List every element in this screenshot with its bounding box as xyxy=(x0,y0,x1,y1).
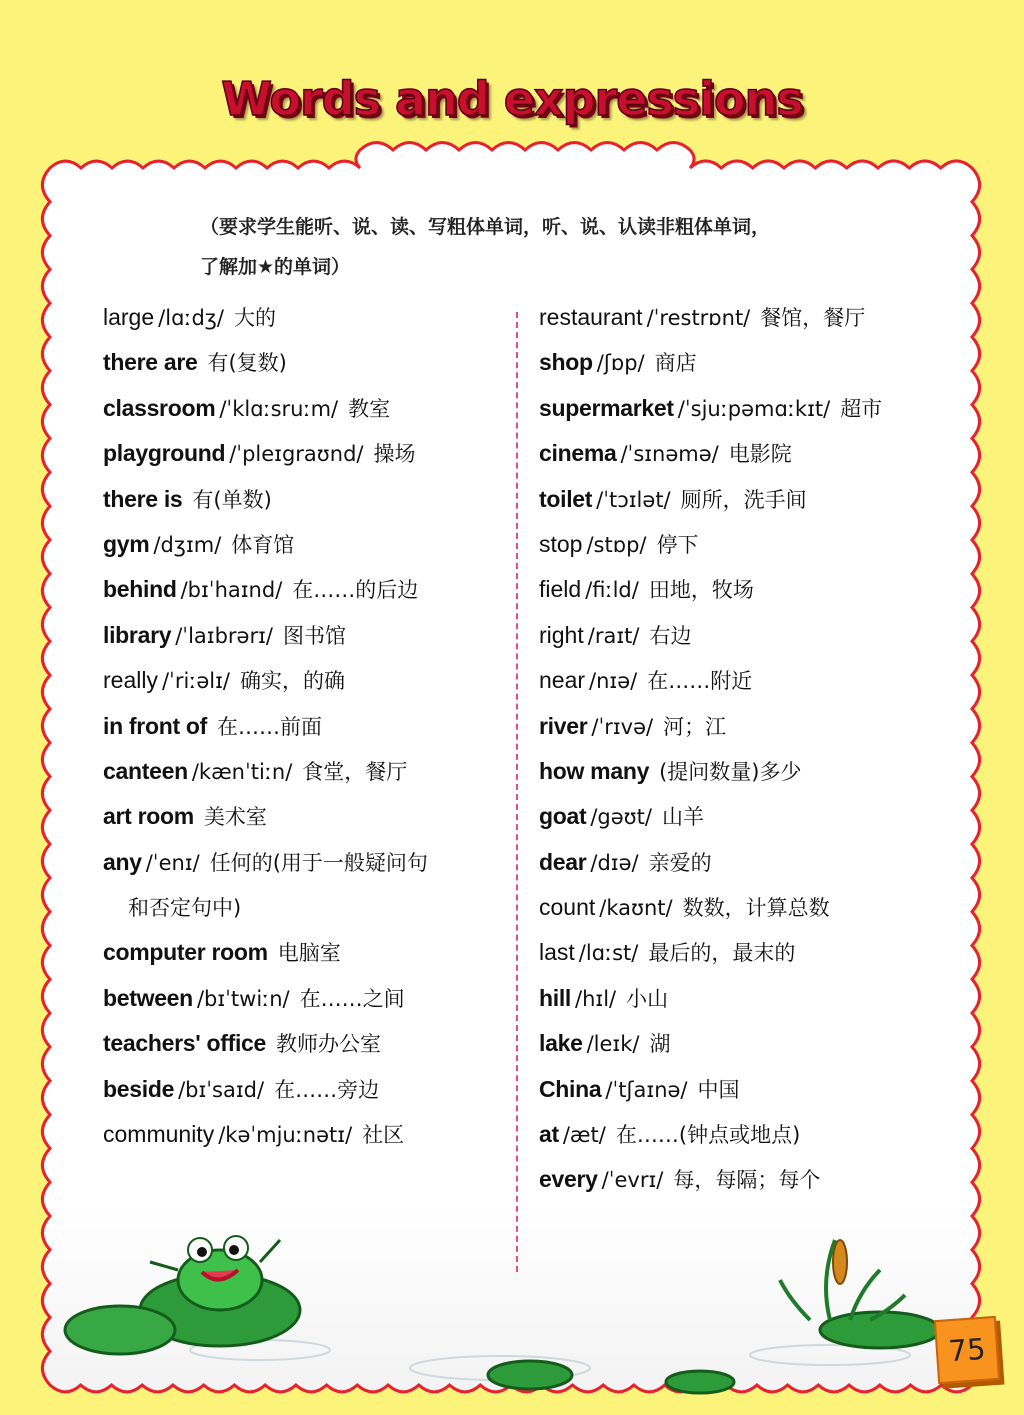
vocab-phonetic: /gəʊt/ xyxy=(590,805,652,830)
vocab-meaning: 停下 xyxy=(656,532,699,557)
vocab-word-bold: goat xyxy=(539,803,587,830)
vocab-word-bold: supermarket xyxy=(539,394,674,421)
vocab-word-bold: lake xyxy=(539,1030,583,1057)
vocab-meaning: 商店 xyxy=(654,351,697,376)
vocab-meaning: 最后的，最末的 xyxy=(648,941,796,966)
vocab-word-bold: toilet xyxy=(539,485,593,512)
vocab-meaning: 田地，牧场 xyxy=(648,578,754,603)
vocab-word-bold: cinema xyxy=(539,440,617,467)
vocab-phonetic: /ˈriːəlɪ/ xyxy=(161,669,230,694)
vocab-meaning: 教室 xyxy=(348,396,391,421)
vocab-phonetic: /nɪə/ xyxy=(589,669,638,694)
vocab-word-bold: computer room xyxy=(103,939,268,966)
vocab-phonetic: /ˈenɪ/ xyxy=(145,850,200,875)
vocab-meaning: (提问数量)多少 xyxy=(659,759,802,784)
vocab-meaning: 大的 xyxy=(234,306,277,330)
vocab-meaning: 厕所，洗手间 xyxy=(680,487,807,512)
vocab-phonetic: /bɪˈhaɪnd/ xyxy=(180,578,283,603)
vocab-meaning: 任何的(用于一般疑问句 xyxy=(209,850,428,875)
vocab-word-bold: beside xyxy=(103,1075,175,1102)
vocab-meaning: 小山 xyxy=(626,986,669,1011)
vocab-meaning: 中国 xyxy=(697,1077,740,1102)
vocab-word-bold: every xyxy=(539,1166,598,1193)
vocab-meaning: 体育馆 xyxy=(231,532,295,557)
vocab-word-bold: canteen xyxy=(103,757,188,784)
vocab-phonetic: /leɪk/ xyxy=(586,1032,640,1057)
vocab-phonetic: /ˈsjuːpəmɑːkɪt/ xyxy=(677,396,831,421)
vocab-phonetic: /ʃɒp/ xyxy=(596,351,645,376)
vocab-word-bold: there are xyxy=(103,349,198,376)
vocab-meaning: 在……的后边 xyxy=(292,578,419,603)
vocab-phonetic: /fiːld/ xyxy=(585,578,639,603)
vocab-word-bold: river xyxy=(539,712,588,739)
vocab-meaning: 有(复数) xyxy=(207,351,287,376)
vocab-word: count xyxy=(539,894,596,921)
vocab-meaning: 美术室 xyxy=(203,805,267,830)
vocab-word: really xyxy=(103,667,158,694)
vocab-phonetic: /lɑːdʒ/ xyxy=(158,306,225,330)
vocab-phonetic: /ˈevrɪ/ xyxy=(601,1168,664,1193)
vocab-meaning: 右边 xyxy=(649,623,692,648)
vocab-phonetic: /kaʊnt/ xyxy=(599,896,673,921)
vocab-meaning: 河；江 xyxy=(663,714,727,739)
vocab-phonetic: /ˈtʃaɪnə/ xyxy=(605,1077,688,1102)
vocab-meaning: 操场 xyxy=(373,442,416,467)
vocab-word-bold: playground xyxy=(103,440,226,467)
vocab-phonetic: /ˈrɪvə/ xyxy=(591,714,654,739)
vocab-meaning: 餐馆，餐厅 xyxy=(760,306,866,330)
vocab-meaning: 食堂，餐厅 xyxy=(302,759,408,784)
vocab-phonetic: /ˈklɑːsruːm/ xyxy=(219,396,339,421)
vocab-word-bold: shop xyxy=(539,349,593,376)
vocab-meaning: 图书馆 xyxy=(282,623,346,648)
vocab-meaning: 每，每隔；每个 xyxy=(673,1168,821,1193)
vocab-meaning: 亲爱的 xyxy=(648,850,712,875)
vocab-phonetic: /ˈtɔɪlət/ xyxy=(596,487,671,512)
vocab-meaning: 教师办公室 xyxy=(276,1032,382,1057)
vocab-phonetic: /raɪt/ xyxy=(587,623,640,648)
vocab-meaning: 在……附近 xyxy=(647,669,753,694)
vocab-phonetic: /ˈsɪnəmə/ xyxy=(620,442,719,467)
vocab-meaning: 山羊 xyxy=(661,805,704,830)
vocab-word: near xyxy=(539,667,586,694)
vocab-phonetic: /dʒɪm/ xyxy=(153,532,222,557)
vocab-meaning: 确实，的确 xyxy=(240,669,345,694)
vocab-meaning: 超市 xyxy=(840,396,883,421)
vocab-meaning: 数数，计算总数 xyxy=(682,896,830,921)
vocab-word: right xyxy=(539,621,584,648)
vocab-phonetic: /ˈrestrɒnt/ xyxy=(646,306,751,330)
vocab-word: field xyxy=(539,576,582,603)
vocab-word-bold: library xyxy=(103,621,172,648)
vocab-meaning: 在……之间 xyxy=(299,986,405,1011)
vocab-word-bold: dear xyxy=(539,848,587,875)
vocab-meaning: 和否定句中) xyxy=(128,896,242,921)
vocab-word-bold: gym xyxy=(103,530,150,557)
vocab-word-bold: hill xyxy=(539,984,572,1011)
vocab-word: stop xyxy=(539,530,583,557)
vocab-word-bold: there is xyxy=(103,485,183,512)
vocab-word-bold: any xyxy=(103,848,142,875)
vocab-phonetic: /kəˈmjuːnətɪ/ xyxy=(218,1123,353,1148)
vocab-phonetic: /ˈlaɪbrərɪ/ xyxy=(175,623,273,648)
vocab-meaning: 有(单数) xyxy=(192,487,272,512)
vocab-meaning: 在……旁边 xyxy=(274,1077,380,1102)
vocab-meaning: 在……(钟点或地点) xyxy=(615,1123,801,1148)
vocab-phonetic: /ˈpleɪgraʊnd/ xyxy=(229,442,364,467)
vocab-meaning: 社区 xyxy=(362,1123,405,1148)
vocab-word: large xyxy=(103,304,155,330)
vocab-word: last xyxy=(539,939,575,966)
vocab-meaning: 电脑室 xyxy=(277,941,341,966)
vocab-phonetic: /hɪl/ xyxy=(575,986,617,1011)
vocab-phonetic: /æt/ xyxy=(562,1123,606,1148)
vocab-phonetic: /lɑːst/ xyxy=(578,941,639,966)
vocab-meaning: 在……前面 xyxy=(217,714,322,739)
note-line-1: （要求学生能听、说、读、写粗体单词，听、说、认读非粗体单词， xyxy=(200,216,771,238)
vocab-word: restaurant xyxy=(539,304,643,330)
vocab-word-bold: classroom xyxy=(103,394,216,421)
vocab-phonetic: /dɪə/ xyxy=(590,850,639,875)
vocab-word: community xyxy=(103,1121,215,1148)
vocab-word-bold: behind xyxy=(103,576,177,603)
vocab-word-bold: in front of xyxy=(103,712,207,739)
cattail-icon xyxy=(833,1240,847,1284)
vocab-meaning: 电影院 xyxy=(728,442,792,467)
vocab-word-bold: China xyxy=(539,1075,602,1102)
vocab-phonetic: /bɪˈtwiːn/ xyxy=(196,986,290,1011)
vocab-phonetic: /stɒp/ xyxy=(586,532,647,557)
vocab-word-bold: art room xyxy=(103,803,194,830)
vocab-meaning: 湖 xyxy=(649,1032,671,1057)
page-number: 75 xyxy=(934,1316,1000,1384)
page-title: Words and expressions xyxy=(221,72,803,126)
vocab-phonetic: /kænˈtiːn/ xyxy=(191,759,293,784)
vocab-word-bold: teachers' office xyxy=(103,1030,267,1057)
note-line-2: 了解加★的单词） xyxy=(200,256,351,278)
vocab-phonetic: /bɪˈsaɪd/ xyxy=(178,1077,265,1102)
vocab-word-bold: between xyxy=(103,984,193,1011)
vocab-word-bold: how many xyxy=(539,757,650,784)
vocab-word-bold: at xyxy=(539,1121,559,1148)
